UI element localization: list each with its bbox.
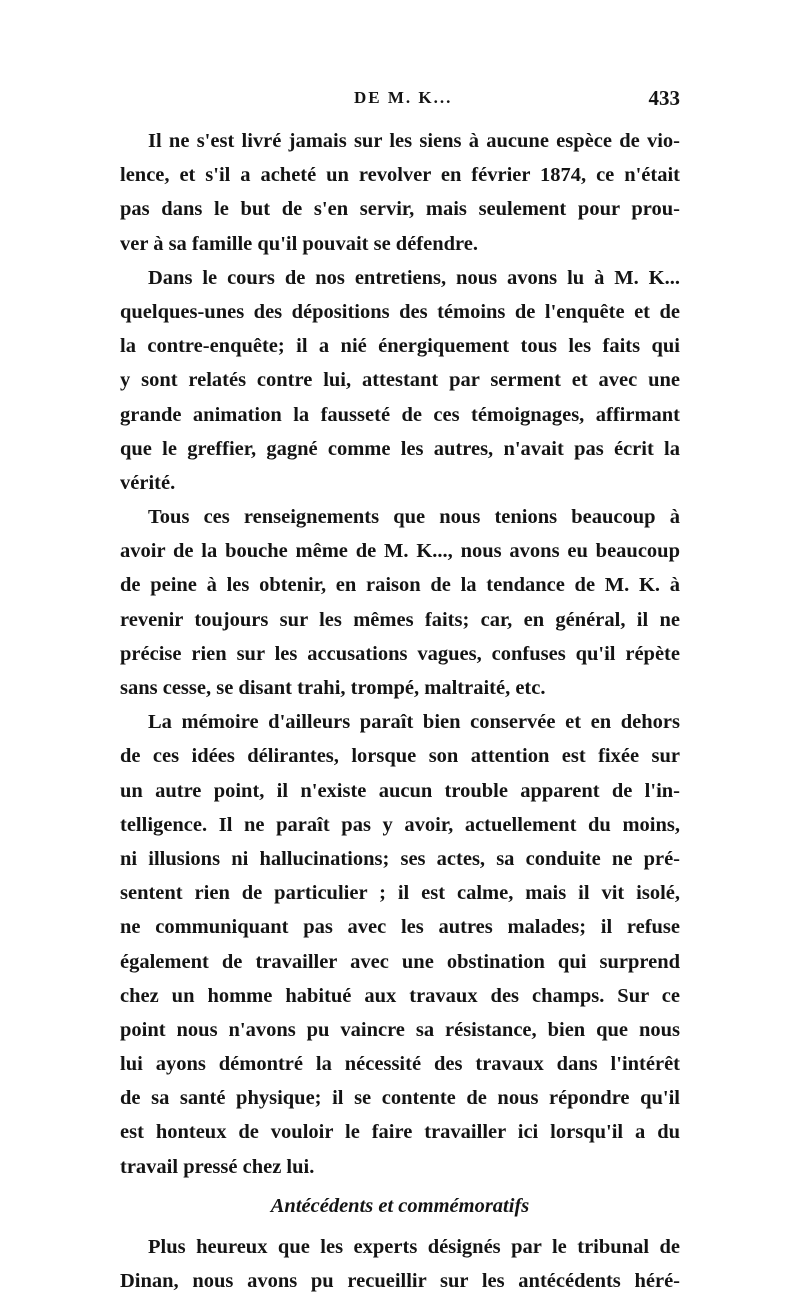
text-line: point nous n'avons pu vaincre sa résistance, bien que nous bbox=[120, 1018, 680, 1041]
text-line: est honteux de vouloir le faire travailler ici lorsqu'il a du bbox=[120, 1121, 680, 1144]
paragraph-5 bbox=[120, 1230, 680, 1298]
text-line: de sa santé physique; il se contente de nous répondre qu'il bbox=[120, 1087, 680, 1110]
body-text bbox=[120, 124, 680, 1298]
text-line: ver à sa famille qu'il pouvait se défendre. bbox=[120, 232, 478, 255]
text-line: précise rien sur les accusations vagues, confuses qu'il répète bbox=[120, 642, 680, 665]
paragraph-1 bbox=[120, 124, 680, 261]
running-head: DE M. K... bbox=[354, 88, 453, 107]
page-number: 433 bbox=[648, 86, 680, 110]
paragraph-3 bbox=[120, 500, 680, 705]
text-line: quelques-unes des dépositions des témoins de l'enquête et de bbox=[120, 300, 680, 323]
text-line: chez un homme habitué aux travaux des champs. Sur ce bbox=[120, 984, 680, 1007]
text-line: vérité. bbox=[120, 471, 176, 494]
text-line: sans cesse, se disant trahi, trompé, maltraité, etc. bbox=[120, 677, 546, 699]
text-line: Dans le cours de nos entretiens, nous avons lu à M. K... bbox=[148, 266, 680, 289]
text-line: Plus heureux que les experts désignés par le tribunal de bbox=[148, 1235, 680, 1258]
text-line: lui ayons démontré la nécessité des travaux dans l'intérêt bbox=[120, 1053, 680, 1076]
text-line: ne communiquant pas avec les autres malades; il refuse bbox=[120, 916, 680, 939]
text-line: de ces idées délirantes, lorsque son attention est fixée sur bbox=[120, 745, 680, 768]
paragraph-2 bbox=[120, 261, 680, 500]
text-line: travail pressé chez lui. bbox=[120, 1155, 315, 1178]
text-line: Tous ces renseignements que nous tenions beaucoup à bbox=[148, 506, 680, 529]
text-line: lence, et s'il a acheté un revolver en février 1874, ce n'était bbox=[120, 164, 680, 187]
text-line: revenir toujours sur les mêmes faits; car, en général, il ne bbox=[120, 608, 680, 631]
text-line: Dinan, nous avons pu recueillir sur les antécédents héré- bbox=[120, 1270, 680, 1292]
text-line: La mémoire d'ailleurs paraît bien conservée et en dehors bbox=[148, 711, 680, 734]
text-line: la contre-enquête; il a nié énergiquement tous les faits qui bbox=[120, 335, 680, 358]
text-line: que le greffier, gagné comme les autres, n'avait pas écrit la bbox=[120, 437, 680, 460]
section-heading: Antécédents et commémoratifs bbox=[270, 1194, 530, 1217]
text-line: Il ne s'est livré jamais sur les siens à aucune espèce de vio- bbox=[148, 130, 680, 152]
text-line: un autre point, il n'existe aucun trouble apparent de l'in- bbox=[120, 779, 680, 802]
page-header bbox=[120, 88, 680, 118]
text-line: avoir de la bouche même de M. K..., nous avons eu beaucoup bbox=[120, 540, 680, 563]
text-line: sentent rien de particulier ; il est calme, mais il vit isolé, bbox=[120, 882, 680, 905]
text-line: y sont relatés contre lui, attestant par serment et avec une bbox=[120, 369, 680, 392]
text-line: grande animation la fausseté de ces témoignages, affirmant bbox=[120, 403, 680, 426]
paragraph-4 bbox=[120, 705, 680, 1184]
text-line: également de travailler avec une obstination qui surprend bbox=[120, 950, 680, 973]
text-line: pas dans le but de s'en servir, mais seulement pour prou- bbox=[120, 198, 680, 221]
text-line: telligence. Il ne paraît pas y avoir, actuellement du moins, bbox=[120, 813, 680, 836]
text-line: ni illusions ni hallucinations; ses actes, sa conduite ne pré- bbox=[120, 847, 680, 870]
text-line: de peine à les obtenir, en raison de la tendance de M. K. à bbox=[120, 574, 680, 597]
